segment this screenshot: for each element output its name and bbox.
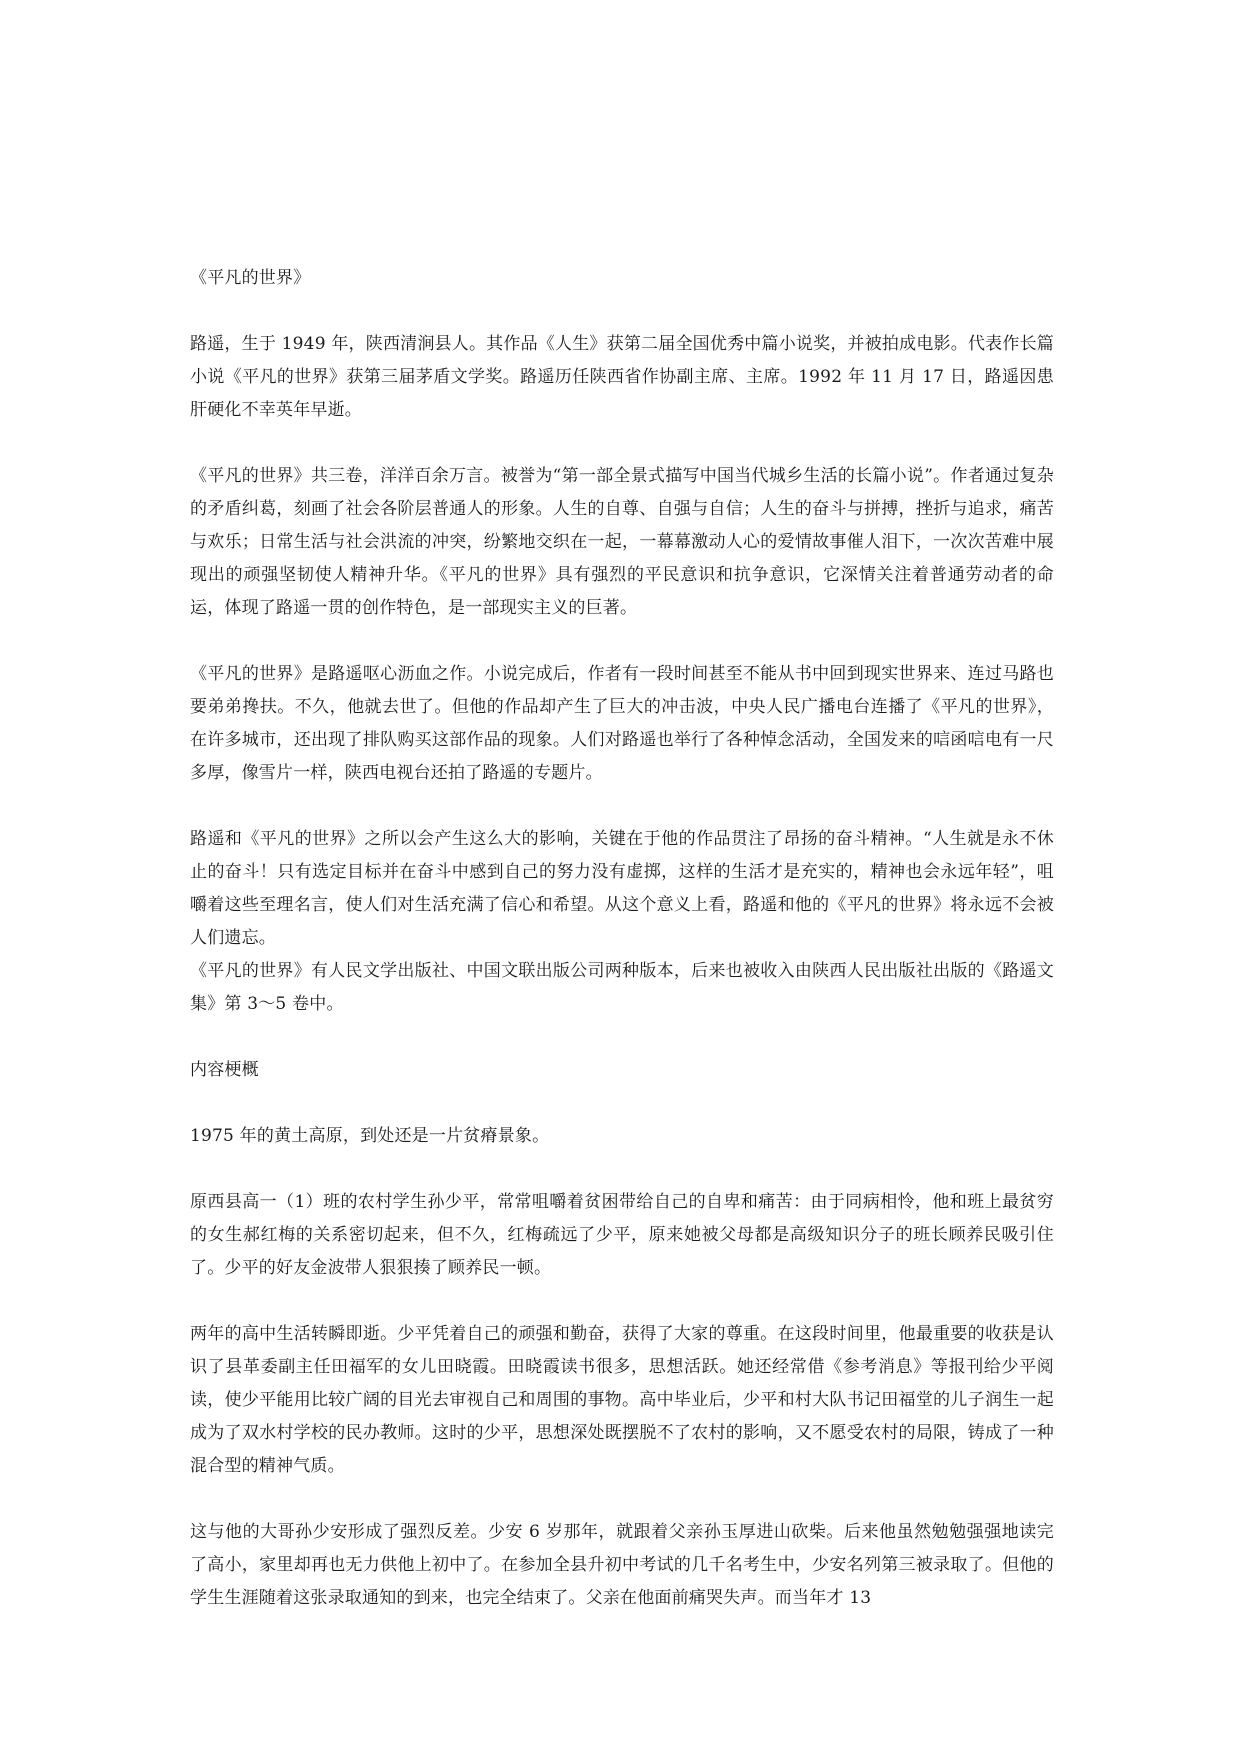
synopsis-paragraph: 1975 年的黄土高原，到处还是一片贫瘠景象。: [190, 1126, 550, 1146]
paragraph-author-bio: 路遥，生于 1949 年，陕西清涧县人。其作品《人生》获第二届全国优秀中篇小说奖，并被拍成电影。代表作长篇小说《平凡的世界》获第三届茅盾文学奖。路遥历任陕西省作协副主席、主席。1992 年 11 月 17 日，路遥因患肝硬化不幸英年早逝。: [190, 334, 1054, 420]
document-page: [190, 262, 1054, 1615]
section-heading: 内容梗概: [190, 1060, 259, 1080]
synopsis-paragraph: 这与他的大哥孙少安形成了强烈反差。少安 6 岁那年，就跟着父亲孙玉厚进山砍柴。后来他虽然勉勉强强地读完了高小，家里却再也无力供他上初中了。在参加全县升初中考试的几千名考生中，少安名列第三被录取了。但他的学生生涯随着这张录取通知的到来，也完全结束了。父亲在他面前痛哭失声。而当年才 13: [190, 1522, 1054, 1608]
paragraph-editions: 《平凡的世界》有人民文学出版社、中国文联出版公司两种版本，后来也被收入由陕西人民出版社出版的《路遥文集》第 3～5 卷中。: [190, 961, 1054, 1014]
synopsis-paragraph: 原西县高一（1）班的农村学生孙少平，常常咀嚼着贫困带给自己的自卑和痛苦：由于同病相怜，他和班上最贫穷的女生郝红梅的关系密切起来，但不久，红梅疏远了少平，原来她被父母都是高级知识分子的班长顾养民吸引住了。少平的好友金波带人狠狠揍了顾养民一顿。: [190, 1192, 1054, 1278]
paragraph-reception: 《平凡的世界》是路遥呕心沥血之作。小说完成后，作者有一段时间甚至不能从书中回到现实世界来、连过马路也要弟弟搀扶。不久，他就去世了。但他的作品却产生了巨大的冲击波，中央人民广播电台连播了《平凡的世界》，在许多城市，还出现了排队购买这部作品的现象。人们对路遥也举行了各种悼念活动，全国发来的唁函唁电有一尺多厚，像雪片一样，陕西电视台还拍了路遥的专题片。: [190, 664, 1054, 783]
synopsis-paragraph: 两年的高中生活转瞬即逝。少平凭着自己的顽强和勤奋，获得了大家的尊重。在这段时间里，他最重要的收获是认识了县革委副主任田福军的女儿田晓霞。田晓霞读书很多，思想活跃。她还经常借《参考消息》等报刊给少平阅读，使少平能用比较广阔的目光去审视自己和周围的事物。高中毕业后，少平和村大队书记田福堂的儿子润生一起成为了双水村学校的民办教师。这时的少平，思想深处既摆脱不了农村的影响，又不愿受农村的局限，铸成了一种混合型的精神气质。: [190, 1324, 1054, 1476]
document-title: 《平凡的世界》: [190, 268, 311, 288]
paragraph-overview: 《平凡的世界》共三卷，洋洋百余万言。被誉为“第一部全景式描写中国当代城乡生活的长篇小说”。作者通过复杂的矛盾纠葛，刻画了社会各阶层普通人的形象。人生的自尊、自强与自信；人生的奋斗与拼搏，挫折与追求，痛苦与欢乐；日常生活与社会洪流的冲突，纷繁地交织在一起，一幕幕激动人心的爱情故事催人泪下，一次次苦难中展现出的顽强坚韧使人精神升华。《平凡的世界》具有强烈的平民意识和抗争意识，它深情关注着普通劳动者的命运，体现了路遥一贯的创作特色，是一部现实主义的巨著。: [190, 466, 1054, 618]
paragraph-influence: 路遥和《平凡的世界》之所以会产生这么大的影响，关键在于他的作品贯注了昂扬的奋斗精神。“人生就是永不休止的奋斗！只有选定目标并在奋斗中感到自己的努力没有虚掷，这样的生活才是充实的，精神也会永远年轻”，咀嚼着这些至理名言，使人们对生活充满了信心和希望。从这个意义上看，路遥和他的《平凡的世界》将永远不会被人们遗忘。: [190, 829, 1054, 948]
